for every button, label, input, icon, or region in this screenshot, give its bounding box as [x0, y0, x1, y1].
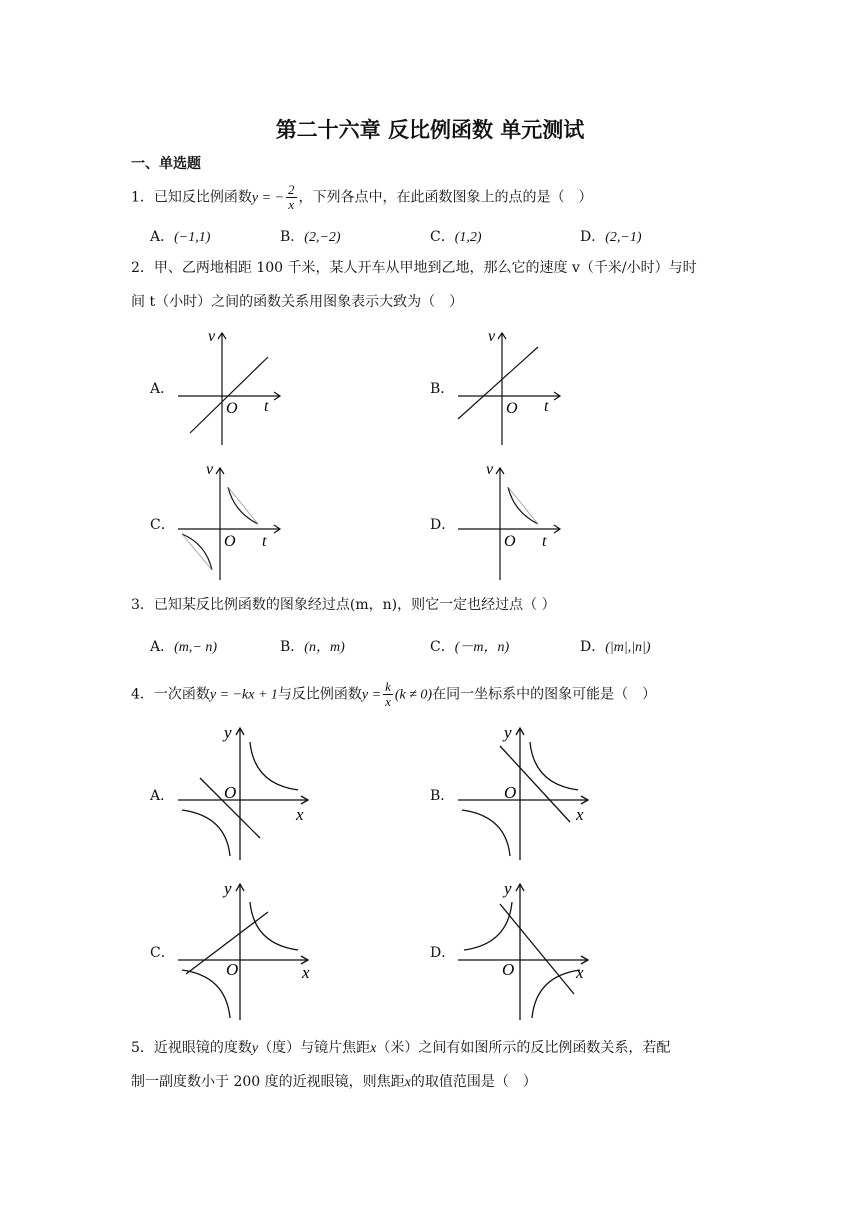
option-label: A．: [150, 229, 175, 245]
q2-graph-d-label: D．: [430, 517, 456, 533]
axis-label-v: v: [208, 328, 216, 345]
axis-label-x: x: [576, 805, 584, 824]
origin-label: O: [504, 533, 516, 550]
option-value: (n，m): [304, 640, 345, 655]
q1-option-a[interactable]: [150, 226, 210, 246]
origin-label: O: [226, 400, 238, 417]
page-title: 第二十六章 反比例函数 单元测试: [275, 118, 585, 142]
q4-graph-d[interactable]: [450, 878, 595, 1023]
origin-label: O: [224, 783, 237, 802]
q4-fraction: [383, 680, 393, 709]
axis-label-t: t: [542, 533, 547, 550]
q4-fraction-numerator: k: [385, 679, 391, 694]
origin-label: O: [504, 783, 517, 802]
option-label: C．: [430, 639, 455, 655]
q1-option-c[interactable]: [430, 226, 482, 246]
axis-label-x: x: [302, 963, 310, 982]
q5-text: 的取值范围是（ ）: [410, 1074, 537, 1090]
curve-third-quadrant: [462, 810, 510, 856]
q5-text: 5．近视眼镜的度数: [131, 1040, 252, 1056]
origin-label: O: [224, 533, 236, 550]
q4-stem-middle: 与反比例函数: [277, 686, 362, 703]
q1-stem-after: ，下列各点中，在此函数图象上的点的是（ ）: [298, 189, 593, 206]
curve-first-quadrant: [250, 902, 298, 950]
q4-graph-a[interactable]: [170, 722, 315, 862]
axis-label-y: y: [224, 879, 232, 898]
q4-recip-lhs: y =: [361, 687, 382, 703]
curve-first-quadrant: [530, 742, 578, 790]
q3-option-d[interactable]: [580, 636, 651, 656]
axis-label-y: y: [504, 723, 512, 742]
option-label: B．: [280, 229, 305, 245]
axis-label-v: v: [486, 461, 494, 478]
q1-option-b[interactable]: [280, 226, 341, 246]
origin-label: O: [506, 400, 518, 417]
q3-option-b[interactable]: [280, 636, 345, 656]
graph-line: [190, 357, 268, 433]
question-2-line-2: 间 t（小时）之间的函数关系用图象表示大致为（ ）: [131, 294, 464, 310]
axis-label-x: x: [576, 963, 584, 982]
question-3-stem: 3．已知某反比例函数的图象经过点(m，n)，则它一定也经过点（ ）: [131, 597, 556, 613]
option-value: (m,− n): [174, 640, 218, 655]
q2-graph-a-label: A．: [150, 381, 175, 397]
q3-option-c[interactable]: [430, 636, 509, 656]
q5-text: （度）与镜片焦距: [258, 1040, 371, 1056]
option-value: (2,−1): [605, 230, 642, 245]
q4-stem-before: 4．一次函数: [131, 686, 210, 703]
chord-line: [508, 487, 538, 524]
origin-label: O: [226, 960, 239, 979]
axis-label-v: v: [206, 461, 214, 478]
curve-third-quadrant: [182, 970, 230, 1018]
q4-condition: (k ≠ 0): [394, 687, 433, 703]
q5-text: 制一副度数小于 200 度的近视眼镜，则焦距: [131, 1074, 405, 1090]
option-label: C．: [430, 229, 455, 245]
option-value: (|m|,|n|): [605, 640, 651, 655]
q4-stem-after: 在同一坐标系中的图象可能是（ ）: [432, 686, 657, 703]
q1-fraction: [286, 183, 297, 212]
axis-label-y: y: [504, 879, 512, 898]
question-5-line-2: [131, 1072, 537, 1093]
option-value: (1,2): [454, 230, 482, 245]
question-1-stem: [131, 183, 593, 212]
question-2-line-1: 2．甲、乙两地相距 100 千米，某人开车从甲地到乙地，那么它的速度 v（千米/小时）与时: [131, 260, 697, 276]
q4-graph-d-label: D．: [430, 945, 456, 961]
q2-graph-c-label: C．: [150, 517, 175, 533]
curve-fourth-quadrant: [532, 970, 580, 1018]
axis-label-v: v: [488, 328, 496, 345]
question-5-line-1: [131, 1038, 670, 1059]
graph-line: [500, 904, 574, 994]
axis-label-t: t: [544, 398, 549, 415]
q1-stem-before: 1．已知反比例函数: [131, 189, 252, 206]
q1-option-d[interactable]: [580, 226, 642, 246]
q5-var-y: y: [251, 1041, 259, 1056]
axis-label-y: y: [224, 723, 232, 742]
q5-text: （米）之间有如图所示的反比例函数关系，若配: [376, 1040, 671, 1056]
graph-line: [458, 347, 538, 419]
q2-graph-c[interactable]: [170, 460, 290, 585]
q4-linear-formula: y = −kx + 1: [209, 687, 278, 703]
section-heading: 一、单选题: [131, 156, 201, 172]
q1-fraction-denominator: x: [288, 197, 295, 212]
q2-graph-d[interactable]: [450, 460, 570, 585]
q5-var-x: x: [404, 1075, 411, 1090]
q4-graph-a-label: A．: [150, 788, 175, 804]
option-label: D．: [580, 229, 606, 245]
curve-third-quadrant: [182, 810, 230, 856]
q5-var-x: x: [370, 1041, 377, 1056]
origin-label: O: [502, 960, 515, 979]
question-4-stem: [131, 680, 656, 709]
axis-label-t: t: [262, 533, 267, 550]
q2-graph-a[interactable]: [170, 325, 290, 450]
chord-line: [228, 487, 258, 524]
q4-graph-b[interactable]: [450, 722, 595, 862]
axis-label-t: t: [264, 398, 269, 415]
axis-label-x: x: [296, 805, 304, 824]
q4-graph-b-label: B．: [430, 788, 455, 804]
option-label: D．: [580, 639, 606, 655]
option-value: (－m，n): [454, 640, 510, 655]
q4-graph-c[interactable]: [170, 878, 315, 1023]
q3-option-a[interactable]: [150, 636, 217, 656]
curve-first-quadrant: [250, 742, 298, 790]
q1-fraction-numerator: 2: [288, 182, 295, 197]
q2-graph-b-label: B．: [430, 381, 455, 397]
q4-graph-c-label: C．: [150, 945, 175, 961]
q4-fraction-denominator: x: [385, 694, 391, 709]
option-label: A．: [150, 639, 175, 655]
option-value: (2,−2): [304, 230, 341, 245]
q2-graph-b[interactable]: [450, 325, 570, 450]
option-label: B．: [280, 639, 305, 655]
option-value: (−1,1): [174, 230, 211, 245]
q1-formula: y = −: [251, 190, 285, 206]
chord-line: [182, 534, 212, 570]
